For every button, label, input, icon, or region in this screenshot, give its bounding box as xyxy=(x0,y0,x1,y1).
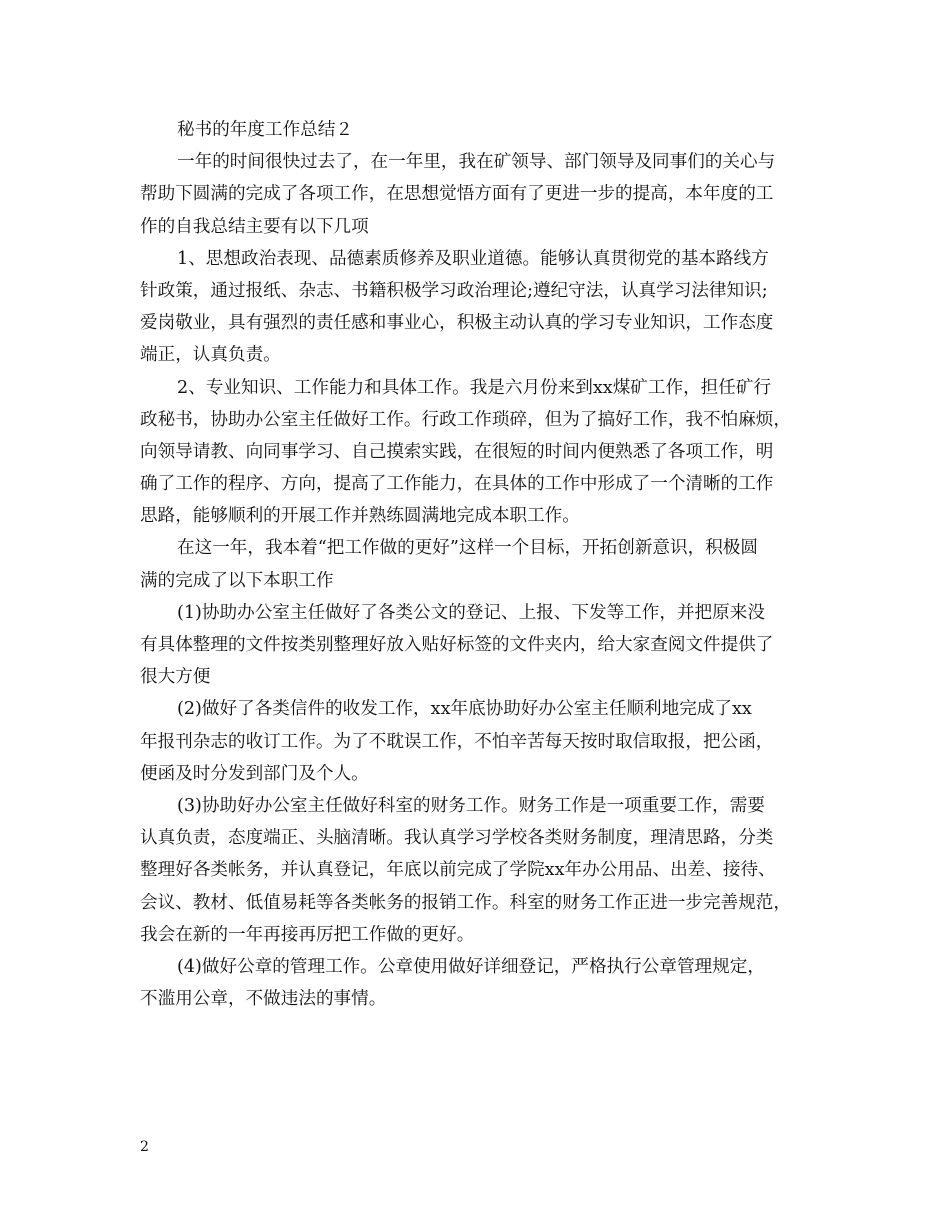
paragraph-line: 1、思想政治表现、品德素质修养及职业道德。能够认真贯彻党的基本路线方 xyxy=(177,248,769,269)
paragraph-line: 针政策，通过报纸、杂志、书籍积极学习政治理论;遵纪守法，认真学习法律知识; xyxy=(140,280,768,301)
paragraph-line: 满的完成了以下本职工作 xyxy=(140,570,334,591)
paragraph-line: 不滥用公章，不做违法的事情。 xyxy=(140,989,387,1010)
paragraph-section-2 xyxy=(140,372,830,533)
paragraph-line: 政秘书，协助办公室主任做好工作。行政工作琐碎，但为了搞好工作，我不怕麻烦， xyxy=(140,409,791,430)
paragraph-line: (3)协助好办公室主任做好科室的财务工作。财务工作是一项重要工作，需要 xyxy=(177,795,765,816)
paragraph-line: 一年的时间很快过去了，在一年里，我在矿领导、部门领导及同事们的关心与 xyxy=(177,152,776,173)
paragraph-line: 认真负责，态度端正、头脑清晰。我认真学习学校各类财务制度，理清思路，分类 xyxy=(140,828,774,849)
paragraph-line: 帮助下圆满的完成了各项工作，在思想觉悟方面有了更进一步的提高，本年度的工 xyxy=(140,184,774,205)
paragraph-item-4 xyxy=(140,951,830,1015)
paragraph-line: 思路，能够顺利的开展工作并熟练圆满地完成本职工作。 xyxy=(140,506,580,527)
paragraph-line: 爱岗敬业，具有强烈的责任感和事业心，积极主动认真的学习专业知识，工作态度 xyxy=(140,313,774,334)
paragraph-goal xyxy=(140,532,830,596)
paragraph-line: 有具体整理的文件按类别整理好放入贴好标签的文件夹内，给大家查阅文件提供了 xyxy=(140,635,774,655)
paragraph-section-1 xyxy=(140,243,830,372)
paragraph-item-3 xyxy=(140,790,830,951)
paragraph-line: 确了工作的程序、方向，提高了工作能力，在具体的工作中形成了一个清晰的工作 xyxy=(140,474,774,495)
paragraph-line: 2、专业知识、工作能力和具体工作。我是六月份来到xx煤矿工作，担任矿行 xyxy=(177,377,772,398)
paragraph-line: 年报刊杂志的收订工作。为了不耽误工作，不怕辛苦每天按时取信取报，把公函， xyxy=(140,731,774,752)
paragraph-intro xyxy=(140,146,830,243)
page-number: 2 xyxy=(140,1139,149,1155)
paragraph-item-2 xyxy=(140,693,830,790)
paragraph-item-1 xyxy=(140,597,830,694)
paragraph-line: (1)协助办公室主任做好了各类公文的登记、上报、下发等工作，并把原来没 xyxy=(177,602,765,623)
paragraph-line: 很大方便 xyxy=(140,667,211,688)
paragraph-line: 我会在新的一年再接再厉把工作做的更好。 xyxy=(140,924,475,945)
paragraph-line: 会议、教材、低值易耗等各类帐务的报销工作。科室的财务工作正进一步完善规范， xyxy=(140,892,791,913)
document-title: 秘书的年度工作总结２ xyxy=(177,120,353,140)
paragraph-line: (4)做好公章的管理工作。公章使用做好详细登记，严格执行公章管理规定， xyxy=(177,956,765,977)
paragraph-line: 在这一年，我本着“把工作做的更好”这样一个目标，开拓创新意识，积极圆 xyxy=(177,538,758,559)
paragraph-line: 整理好各类帐务，并认真登记，年底以前完成了学院xx年办公用品、出差、接待、 xyxy=(140,860,776,881)
document-body xyxy=(140,114,830,1015)
paragraph-line: (2)做好了各类信件的收发工作，xx年底协助好办公室主任顺利地完成了xx xyxy=(177,699,752,720)
paragraph-line: 便函及时分发到部门及个人。 xyxy=(140,763,369,784)
paragraph-line: 端正，认真负责。 xyxy=(140,345,281,366)
paragraph-line: 作的自我总结主要有以下几项 xyxy=(140,216,369,237)
paragraph-line: 向领导请教、向同事学习、自己摸索实践，在很短的时间内便熟悉了各项工作，明 xyxy=(140,441,774,462)
